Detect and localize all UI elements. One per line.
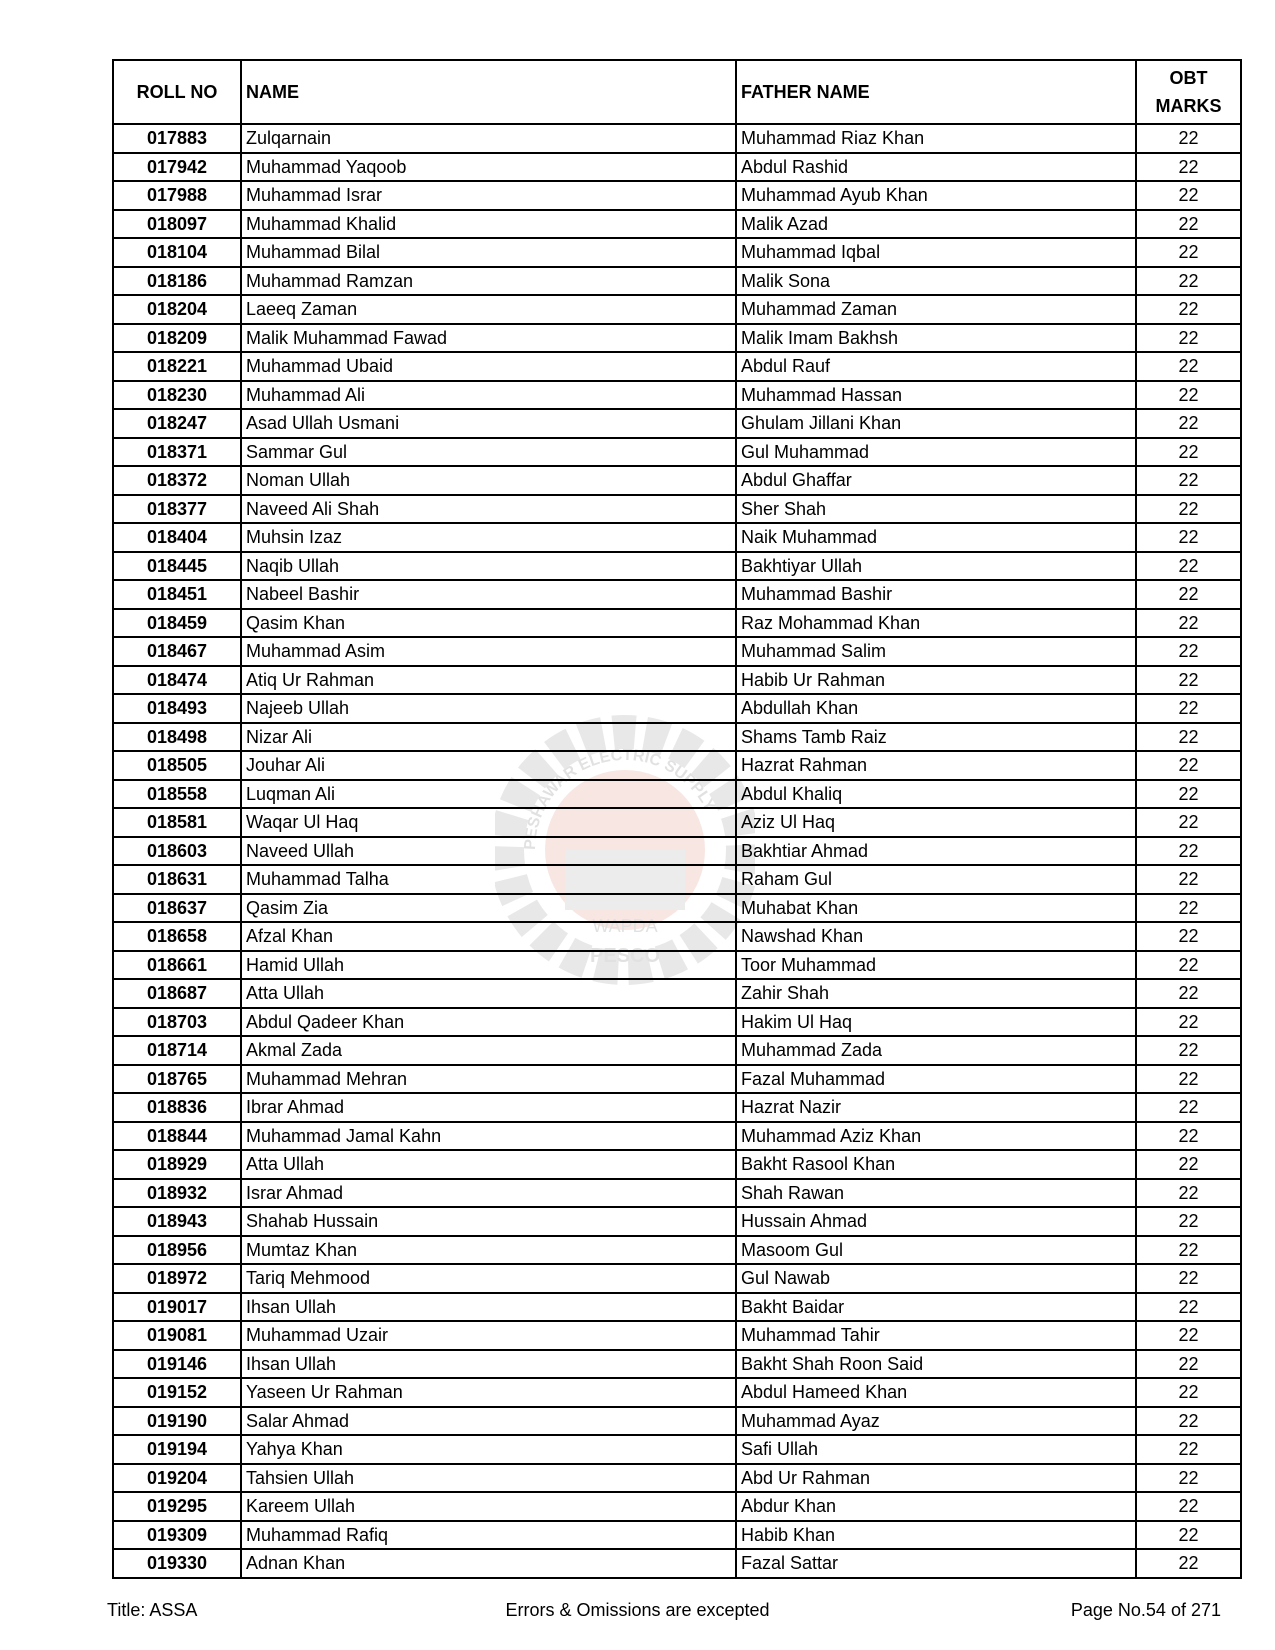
header-obt-marks-line2: MARKS (1155, 96, 1222, 116)
cell-roll-no: 018658 (113, 922, 241, 951)
cell-name: Muhammad Bilal (241, 238, 736, 267)
table-row (113, 1150, 1241, 1179)
cell-obt-marks: 22 (1136, 780, 1241, 809)
cell-obt-marks: 22 (1136, 894, 1241, 923)
table-row (113, 1093, 1241, 1122)
table-row (113, 1293, 1241, 1322)
table-row (113, 124, 1241, 153)
table-row (113, 865, 1241, 894)
table-row (113, 1207, 1241, 1236)
cell-obt-marks: 22 (1136, 1150, 1241, 1179)
table-row (113, 1065, 1241, 1094)
cell-obt-marks: 22 (1136, 922, 1241, 951)
cell-father-name: Ghulam Jillani Khan (736, 409, 1136, 438)
cell-roll-no: 019152 (113, 1378, 241, 1407)
cell-name: Nabeel Bashir (241, 580, 736, 609)
cell-father-name: Safi Ullah (736, 1435, 1136, 1464)
cell-father-name: Muhammad Hassan (736, 381, 1136, 410)
cell-obt-marks: 22 (1136, 1036, 1241, 1065)
table-row (113, 523, 1241, 552)
cell-roll-no: 018631 (113, 865, 241, 894)
cell-roll-no: 018451 (113, 580, 241, 609)
cell-name: Noman Ullah (241, 466, 736, 495)
cell-obt-marks: 22 (1136, 723, 1241, 752)
cell-roll-no: 019309 (113, 1521, 241, 1550)
cell-roll-no: 018467 (113, 637, 241, 666)
table-row (113, 1521, 1241, 1550)
cell-obt-marks: 22 (1136, 1236, 1241, 1265)
cell-obt-marks: 22 (1136, 609, 1241, 638)
cell-obt-marks: 22 (1136, 409, 1241, 438)
cell-name: Atta Ullah (241, 1150, 736, 1179)
cell-father-name: Muhammad Bashir (736, 580, 1136, 609)
cell-father-name: Fazal Sattar (736, 1549, 1136, 1578)
cell-roll-no: 018929 (113, 1150, 241, 1179)
cell-obt-marks: 22 (1136, 979, 1241, 1008)
cell-obt-marks: 22 (1136, 267, 1241, 296)
cell-roll-no: 018377 (113, 495, 241, 524)
cell-roll-no: 018209 (113, 324, 241, 353)
cell-roll-no: 018661 (113, 951, 241, 980)
cell-obt-marks: 22 (1136, 1435, 1241, 1464)
cell-father-name: Toor Muhammad (736, 951, 1136, 980)
table-row (113, 1236, 1241, 1265)
cell-father-name: Shah Rawan (736, 1179, 1136, 1208)
cell-father-name: Bakhtiar Ahmad (736, 837, 1136, 866)
cell-father-name: Shams Tamb Raiz (736, 723, 1136, 752)
cell-father-name: Bakht Baidar (736, 1293, 1136, 1322)
cell-father-name: Hakim Ul Haq (736, 1008, 1136, 1037)
cell-name: Shahab Hussain (241, 1207, 736, 1236)
cell-roll-no: 017883 (113, 124, 241, 153)
cell-father-name: Abdur Khan (736, 1492, 1136, 1521)
cell-name: Muhammad Ubaid (241, 352, 736, 381)
cell-name: Naveed Ali Shah (241, 495, 736, 524)
table-row (113, 1008, 1241, 1037)
cell-roll-no: 018498 (113, 723, 241, 752)
cell-name: Laeeq Zaman (241, 295, 736, 324)
cell-roll-no: 018765 (113, 1065, 241, 1094)
cell-name: Ihsan Ullah (241, 1293, 736, 1322)
cell-obt-marks: 22 (1136, 666, 1241, 695)
table-row (113, 1378, 1241, 1407)
cell-father-name: Naik Muhammad (736, 523, 1136, 552)
cell-roll-no: 018097 (113, 210, 241, 239)
cell-roll-no: 018956 (113, 1236, 241, 1265)
cell-obt-marks: 22 (1136, 438, 1241, 467)
cell-roll-no: 019017 (113, 1293, 241, 1322)
cell-father-name: Muhammad Riaz Khan (736, 124, 1136, 153)
cell-name: Muhsin Izaz (241, 523, 736, 552)
cell-father-name: Nawshad Khan (736, 922, 1136, 951)
table-row (113, 951, 1241, 980)
table-row (113, 552, 1241, 581)
cell-obt-marks: 22 (1136, 1008, 1241, 1037)
cell-father-name: Abdul Rauf (736, 352, 1136, 381)
header-name: NAME (241, 60, 736, 124)
cell-name: Zulqarnain (241, 124, 736, 153)
footer-page-number: Page No.54 of 271 (1070, 1600, 1221, 1620)
cell-obt-marks: 22 (1136, 1464, 1241, 1493)
cell-obt-marks: 22 (1136, 324, 1241, 353)
cell-name: Atta Ullah (241, 979, 736, 1008)
cell-father-name: Malik Azad (736, 210, 1136, 239)
cell-father-name: Fazal Muhammad (736, 1065, 1136, 1094)
cell-roll-no: 018445 (113, 552, 241, 581)
table-row (113, 1179, 1241, 1208)
cell-name: Tariq Mehmood (241, 1264, 736, 1293)
cell-obt-marks: 22 (1136, 580, 1241, 609)
cell-roll-no: 018505 (113, 751, 241, 780)
cell-roll-no: 017988 (113, 181, 241, 210)
cell-father-name: Abdul Hameed Khan (736, 1378, 1136, 1407)
cell-name: Muhammad Israr (241, 181, 736, 210)
cell-name: Asad Ullah Usmani (241, 409, 736, 438)
cell-father-name: Gul Nawab (736, 1264, 1136, 1293)
table-row (113, 1036, 1241, 1065)
watermark-ring-text: PESHAWAR ELECTRIC SUPPLY (521, 746, 719, 851)
table-row (113, 495, 1241, 524)
cell-name: Sammar Gul (241, 438, 736, 467)
cell-obt-marks: 22 (1136, 1407, 1241, 1436)
cell-roll-no: 019204 (113, 1464, 241, 1493)
cell-obt-marks: 22 (1136, 1521, 1241, 1550)
cell-name: Salar Ahmad (241, 1407, 736, 1436)
cell-obt-marks: 22 (1136, 1179, 1241, 1208)
table-row (113, 979, 1241, 1008)
cell-obt-marks: 22 (1136, 751, 1241, 780)
cell-roll-no: 018943 (113, 1207, 241, 1236)
cell-obt-marks: 22 (1136, 637, 1241, 666)
cell-obt-marks: 22 (1136, 1549, 1241, 1578)
cell-name: Muhammad Khalid (241, 210, 736, 239)
cell-name: Israr Ahmad (241, 1179, 736, 1208)
cell-name: Nizar Ali (241, 723, 736, 752)
cell-father-name: Muhammad Salim (736, 637, 1136, 666)
cell-name: Afzal Khan (241, 922, 736, 951)
header-obt-marks-line1: OBT (1169, 68, 1208, 88)
table-row (113, 580, 1241, 609)
cell-obt-marks: 22 (1136, 238, 1241, 267)
cell-name: Naqib Ullah (241, 552, 736, 581)
cell-obt-marks: 22 (1136, 1350, 1241, 1379)
cell-father-name: Habib Ur Rahman (736, 666, 1136, 695)
table-row (113, 409, 1241, 438)
table-row (113, 808, 1241, 837)
cell-obt-marks: 22 (1136, 1321, 1241, 1350)
cell-father-name: Muhammad Iqbal (736, 238, 1136, 267)
cell-name: Ibrar Ahmad (241, 1093, 736, 1122)
watermark-pesco-label: PESCO (589, 945, 661, 967)
table-row (113, 438, 1241, 467)
cell-obt-marks: 22 (1136, 865, 1241, 894)
table-row (113, 751, 1241, 780)
cell-name: Ihsan Ullah (241, 1350, 736, 1379)
table-row (113, 181, 1241, 210)
cell-name: Muhammad Uzair (241, 1321, 736, 1350)
header-father-name: FATHER NAME (736, 60, 1136, 124)
cell-roll-no: 017942 (113, 153, 241, 182)
table-row (113, 1407, 1241, 1436)
cell-name: Yahya Khan (241, 1435, 736, 1464)
cell-name: Malik Muhammad Fawad (241, 324, 736, 353)
cell-obt-marks: 22 (1136, 523, 1241, 552)
table-row (113, 267, 1241, 296)
cell-obt-marks: 22 (1136, 1065, 1241, 1094)
cell-roll-no: 018637 (113, 894, 241, 923)
cell-father-name: Raz Mohammad Khan (736, 609, 1136, 638)
cell-father-name: Hazrat Rahman (736, 751, 1136, 780)
cell-roll-no: 019081 (113, 1321, 241, 1350)
cell-roll-no: 018230 (113, 381, 241, 410)
cell-father-name: Hussain Ahmad (736, 1207, 1136, 1236)
table-row (113, 922, 1241, 951)
cell-roll-no: 018581 (113, 808, 241, 837)
table-row (113, 1264, 1241, 1293)
cell-father-name: Muhabat Khan (736, 894, 1136, 923)
cell-roll-no: 018972 (113, 1264, 241, 1293)
table-row (113, 1464, 1241, 1493)
footer-note: Errors & Omissions are excepted (505, 1600, 770, 1620)
watermark-wapda-label: WAPDA (592, 916, 658, 936)
table-row (113, 381, 1241, 410)
cell-obt-marks: 22 (1136, 694, 1241, 723)
cell-obt-marks: 22 (1136, 210, 1241, 239)
table-row (113, 609, 1241, 638)
cell-father-name: Abdul Rashid (736, 153, 1136, 182)
header-obt-marks (1136, 60, 1241, 124)
table-row (113, 210, 1241, 239)
cell-roll-no: 018558 (113, 780, 241, 809)
cell-obt-marks: 22 (1136, 1207, 1241, 1236)
cell-name: Muhammad Asim (241, 637, 736, 666)
cell-roll-no: 019146 (113, 1350, 241, 1379)
cell-obt-marks: 22 (1136, 1264, 1241, 1293)
table-row (113, 1492, 1241, 1521)
cell-name: Waqar Ul Haq (241, 808, 736, 837)
cell-name: Muhammad Ramzan (241, 267, 736, 296)
cell-roll-no: 018603 (113, 837, 241, 866)
cell-name: Adnan Khan (241, 1549, 736, 1578)
cell-obt-marks: 22 (1136, 153, 1241, 182)
cell-father-name: Raham Gul (736, 865, 1136, 894)
table-row (113, 894, 1241, 923)
header-roll-no: ROLL NO (113, 60, 241, 124)
cell-name: Yaseen Ur Rahman (241, 1378, 736, 1407)
table-row (113, 1321, 1241, 1350)
cell-roll-no: 018371 (113, 438, 241, 467)
cell-name: Luqman Ali (241, 780, 736, 809)
table-header (113, 60, 1241, 124)
cell-roll-no: 019190 (113, 1407, 241, 1436)
cell-obt-marks: 22 (1136, 1122, 1241, 1151)
table-row (113, 352, 1241, 381)
cell-name: Kareem Ullah (241, 1492, 736, 1521)
cell-father-name: Muhammad Ayaz (736, 1407, 1136, 1436)
cell-roll-no: 018703 (113, 1008, 241, 1037)
cell-roll-no: 019330 (113, 1549, 241, 1578)
cell-roll-no: 018474 (113, 666, 241, 695)
cell-name: Jouhar Ali (241, 751, 736, 780)
cell-roll-no: 018221 (113, 352, 241, 381)
cell-father-name: Habib Khan (736, 1521, 1136, 1550)
table-row (113, 238, 1241, 267)
cell-name: Qasim Zia (241, 894, 736, 923)
cell-obt-marks: 22 (1136, 1293, 1241, 1322)
cell-obt-marks: 22 (1136, 552, 1241, 581)
table-row (113, 295, 1241, 324)
table-row (113, 1549, 1241, 1578)
cell-obt-marks: 22 (1136, 295, 1241, 324)
cell-roll-no: 018104 (113, 238, 241, 267)
cell-father-name: Masoom Gul (736, 1236, 1136, 1265)
cell-father-name: Abdul Ghaffar (736, 466, 1136, 495)
table-row (113, 666, 1241, 695)
cell-name: Mumtaz Khan (241, 1236, 736, 1265)
cell-name: Muhammad Mehran (241, 1065, 736, 1094)
cell-father-name: Muhammad Ayub Khan (736, 181, 1136, 210)
cell-father-name: Aziz Ul Haq (736, 808, 1136, 837)
table-row (113, 694, 1241, 723)
cell-roll-no: 018204 (113, 295, 241, 324)
cell-name: Qasim Khan (241, 609, 736, 638)
footer-title: Title: ASSA (107, 1600, 198, 1620)
cell-father-name: Zahir Shah (736, 979, 1136, 1008)
results-table (112, 59, 1242, 1579)
cell-obt-marks: 22 (1136, 381, 1241, 410)
cell-roll-no: 018186 (113, 267, 241, 296)
cell-roll-no: 018459 (113, 609, 241, 638)
cell-roll-no: 018404 (113, 523, 241, 552)
cell-obt-marks: 22 (1136, 1093, 1241, 1122)
table-row (113, 466, 1241, 495)
table-row (113, 324, 1241, 353)
table-row (113, 723, 1241, 752)
cell-roll-no: 018687 (113, 979, 241, 1008)
cell-name: Abdul Qadeer Khan (241, 1008, 736, 1037)
cell-name: Muhammad Jamal Kahn (241, 1122, 736, 1151)
cell-obt-marks: 22 (1136, 124, 1241, 153)
cell-obt-marks: 22 (1136, 352, 1241, 381)
table-row (113, 1435, 1241, 1464)
cell-father-name: Bakhtiyar Ullah (736, 552, 1136, 581)
table-row (113, 1122, 1241, 1151)
cell-father-name: Muhammad Tahir (736, 1321, 1136, 1350)
cell-name: Naveed Ullah (241, 837, 736, 866)
cell-roll-no: 018247 (113, 409, 241, 438)
cell-roll-no: 018714 (113, 1036, 241, 1065)
cell-father-name: Bakht Rasool Khan (736, 1150, 1136, 1179)
cell-father-name: Malik Sona (736, 267, 1136, 296)
cell-father-name: Bakht Shah Roon Said (736, 1350, 1136, 1379)
cell-father-name: Hazrat Nazir (736, 1093, 1136, 1122)
cell-name: Hamid Ullah (241, 951, 736, 980)
cell-father-name: Malik Imam Bakhsh (736, 324, 1136, 353)
cell-obt-marks: 22 (1136, 181, 1241, 210)
cell-roll-no: 019194 (113, 1435, 241, 1464)
cell-father-name: Abdul Khaliq (736, 780, 1136, 809)
table-row (113, 637, 1241, 666)
cell-name: Muhammad Ali (241, 381, 736, 410)
cell-roll-no: 018493 (113, 694, 241, 723)
table-row (113, 780, 1241, 809)
cell-name: Najeeb Ullah (241, 694, 736, 723)
header-row (113, 60, 1241, 124)
table-row (113, 1350, 1241, 1379)
cell-father-name: Muhammad Aziz Khan (736, 1122, 1136, 1151)
cell-obt-marks: 22 (1136, 466, 1241, 495)
cell-roll-no: 018844 (113, 1122, 241, 1151)
cell-name: Tahsien Ullah (241, 1464, 736, 1493)
cell-father-name: Abd Ur Rahman (736, 1464, 1136, 1493)
cell-roll-no: 019295 (113, 1492, 241, 1521)
cell-obt-marks: 22 (1136, 951, 1241, 980)
table-body (113, 124, 1241, 1578)
cell-obt-marks: 22 (1136, 1378, 1241, 1407)
cell-name: Muhammad Talha (241, 865, 736, 894)
cell-father-name: Muhammad Zada (736, 1036, 1136, 1065)
cell-obt-marks: 22 (1136, 1492, 1241, 1521)
cell-father-name: Abdullah Khan (736, 694, 1136, 723)
cell-roll-no: 018932 (113, 1179, 241, 1208)
cell-obt-marks: 22 (1136, 808, 1241, 837)
cell-roll-no: 018372 (113, 466, 241, 495)
cell-father-name: Gul Muhammad (736, 438, 1136, 467)
cell-father-name: Muhammad Zaman (736, 295, 1136, 324)
cell-obt-marks: 22 (1136, 837, 1241, 866)
cell-name: Muhammad Yaqoob (241, 153, 736, 182)
table-row (113, 153, 1241, 182)
cell-name: Akmal Zada (241, 1036, 736, 1065)
cell-name: Atiq Ur Rahman (241, 666, 736, 695)
cell-obt-marks: 22 (1136, 495, 1241, 524)
cell-name: Muhammad Rafiq (241, 1521, 736, 1550)
cell-roll-no: 018836 (113, 1093, 241, 1122)
cell-father-name: Sher Shah (736, 495, 1136, 524)
table-row (113, 837, 1241, 866)
